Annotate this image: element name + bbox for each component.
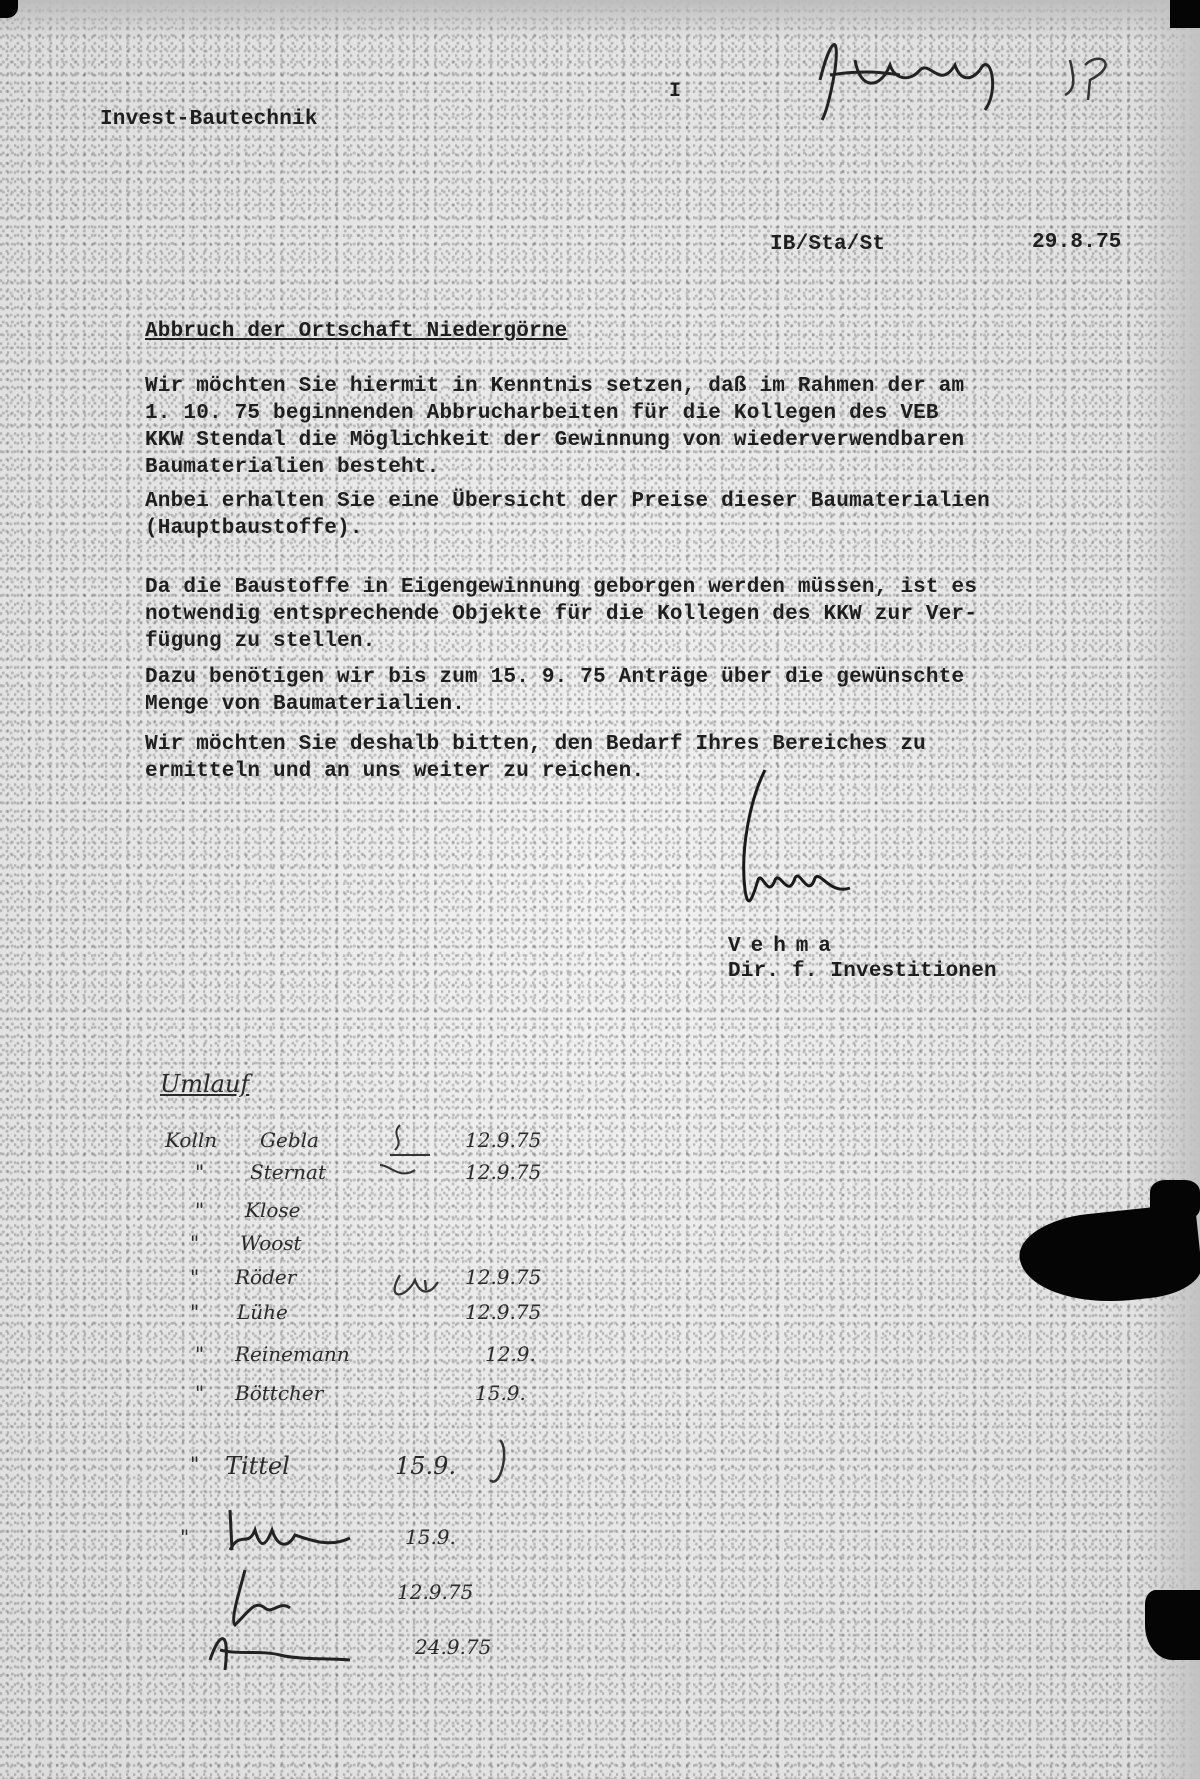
circulation-row [165, 1342, 685, 1370]
row-date: 15.9. [475, 1381, 526, 1405]
letter-date: 29.8.75 [1032, 231, 1122, 254]
row-date: 12.9.75 [465, 1160, 542, 1184]
paper-tear [1145, 1590, 1200, 1660]
row-name: Reinemann [235, 1342, 350, 1366]
paragraph-4 [145, 664, 1125, 718]
row-prefix: " [195, 1198, 205, 1222]
text-line: 1. 10. 75 beginnenden Abbrucharbeiten für die Kollegen des VEB [145, 402, 939, 425]
text-line: Wir möchten Sie hiermit in Kenntnis setzen, daß im Rahmen der am [145, 375, 965, 398]
row-prefix: " [190, 1265, 200, 1289]
row-name: Woost [240, 1231, 302, 1255]
reference-code: IB/Sta/St [770, 233, 886, 256]
row-name: Lühe [237, 1300, 288, 1324]
row-name: Tittel [225, 1452, 290, 1480]
row-date: 12.9. [485, 1342, 536, 1366]
row-prefix: " [190, 1300, 200, 1324]
row-date: 12.9.75 [397, 1580, 474, 1604]
paragraph-3 [145, 574, 1125, 655]
text-line: Menge von Baumaterialien. [145, 693, 466, 716]
text-line: Da die Baustoffe in Eigengewinnung geborgen werden müssen, ist es [145, 576, 978, 599]
page-mark: I [669, 80, 682, 103]
signatory-title: Dir. f. Investitionen [728, 960, 997, 983]
row-prefix: " [195, 1381, 205, 1405]
signatory-name: Vehma [728, 935, 842, 958]
text-line: ermitteln und an uns weiter zu reichen. [145, 760, 645, 783]
handwritten-initials [360, 1110, 480, 1340]
paragraph-1 [145, 373, 1125, 481]
paragraph-5 [145, 731, 1125, 785]
handwritten-signature [720, 760, 880, 930]
text-line: notwendig entsprechende Objekte für die Kollegen des KKW zur Ver- [145, 603, 978, 626]
torn-right-edge [1140, 0, 1200, 1779]
row-name: Böttcher [235, 1381, 324, 1405]
row-prefix: " [195, 1342, 205, 1366]
row-prefix: " [195, 1160, 205, 1184]
row-date: 15.9. [405, 1525, 456, 1549]
circulation-row [165, 1381, 685, 1409]
row-prefix: " [190, 1452, 200, 1476]
department-label: Invest-Bautechnik [100, 108, 318, 131]
handwritten-signatures-block [200, 1430, 500, 1680]
circulation-heading: Umlauf [160, 1070, 250, 1098]
row-name: Röder [235, 1265, 297, 1289]
row-date: 12.9.75 [465, 1265, 542, 1289]
row-prefix: " [190, 1231, 200, 1255]
text-line: Wir möchten Sie deshalb bitten, den Bedarf Ihres Bereiches zu [145, 733, 926, 756]
row-name: Gebla [260, 1128, 319, 1152]
row-prefix: " [180, 1525, 190, 1549]
text-line: KKW Stendal die Möglichkeit der Gewinnung von wiederverwendbaren [145, 429, 965, 452]
row-date: 12.9.75 [465, 1128, 542, 1152]
text-line: fügung zu stellen. [145, 630, 376, 653]
text-line: Anbei erhalten Sie eine Übersicht der Preise dieser Baumaterialien [145, 490, 990, 513]
row-name: Klose [245, 1198, 301, 1222]
row-date: 24.9.75 [415, 1635, 492, 1659]
paragraph-2 [145, 488, 1125, 542]
row-prefix: Kolln [165, 1128, 218, 1152]
row-name: Sternat [250, 1160, 326, 1184]
handwritten-header-note [800, 20, 1180, 130]
paper-tear [1150, 1180, 1200, 1220]
row-date: 12.9.75 [465, 1300, 542, 1324]
row-date: 15.9. [395, 1452, 457, 1480]
subject-line: Abbruch der Ortschaft Niedergörne [145, 320, 568, 343]
text-line: (Hauptbaustoffe). [145, 517, 363, 540]
text-line: Baumaterialien besteht. [145, 456, 440, 479]
text-line: Dazu benötigen wir bis zum 15. 9. 75 Anträge über die gewünschte [145, 666, 965, 689]
